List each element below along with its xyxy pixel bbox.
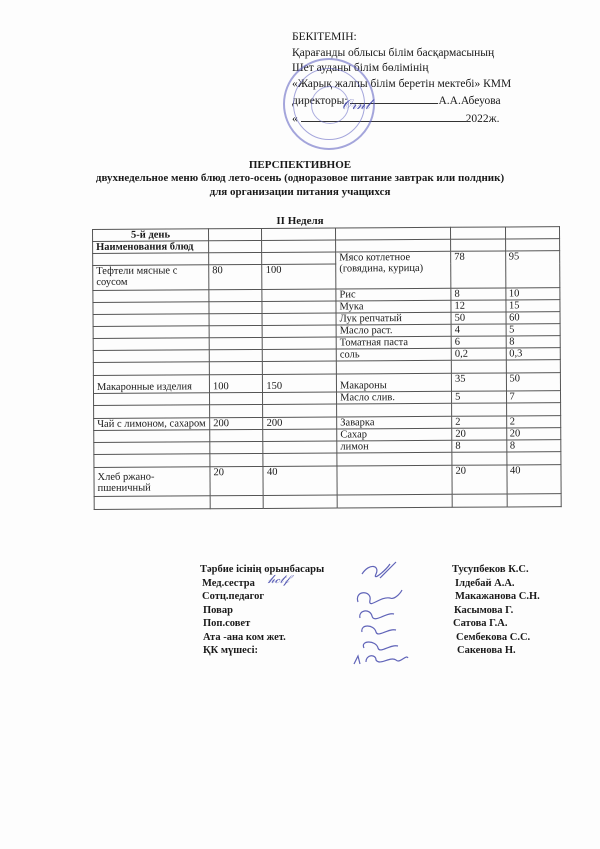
name-item: Сакенова Н. (457, 645, 516, 656)
gross-cell: 78 (451, 251, 506, 288)
name-item: Макажанова С.Н. (455, 591, 540, 602)
dish-cell: Тефтели мясные с соусом (93, 265, 209, 291)
doc-subtitle: двухнедельное меню блюд лето-осень (одноразовое питание завтрак или полдник) (95, 172, 505, 184)
name-item: Ілдебай А.А. (455, 577, 515, 589)
date-suffix: 2022ж. (465, 112, 500, 125)
approval-line-3: «Жарық жалпы білім беретін мектебі» КММ (292, 77, 512, 90)
day-header: 5-й день (93, 229, 209, 242)
director-name: А.А.Абеуова (438, 95, 501, 107)
table-row: Хлеб ржано-пшеничный 20 40 20 40 (94, 465, 561, 497)
table-row: Томатная паста 6 8 (93, 336, 560, 351)
ingredient-cell: Рис (336, 288, 451, 301)
name-item: Сатова Г.А. (453, 618, 508, 629)
table-row: Мука 12 15 (93, 300, 560, 315)
table-row (94, 494, 561, 510)
ingredient-cell: Масло слив. (337, 391, 452, 404)
table-row: Лук репчатый 50 60 (93, 312, 560, 327)
dish-cell: Макаронные изделия (93, 375, 209, 394)
table-row: Макаронные изделия 100 150 Макароны 35 50 (93, 373, 560, 394)
ingredient-cell: Мясо котлетное (говядина, курица) (336, 251, 451, 289)
portion-large-cell: 100 (262, 264, 336, 289)
portion-small-cell: 80 (209, 264, 263, 289)
ingredient-cell: Масло раст. (336, 324, 451, 337)
doc-title: ПЕРСПЕКТИВНОЕ (248, 159, 352, 171)
ingredient-cell: Заварка (337, 416, 452, 429)
approval-line-1: Қарағанды облысы білім басқармасының (292, 46, 495, 59)
week-label: II Неделя (276, 215, 324, 227)
approval-heading: БЕКІТЕМІН: (292, 31, 357, 43)
role-item: Сотц.педагог (202, 591, 265, 602)
role-item: Ата -ана ком жет. (203, 631, 286, 643)
table-row: Сахар 20 20 (94, 428, 561, 443)
approval-line-2: Шет ауданы білім бөлімінің (292, 62, 429, 74)
name-item: Сембекова С.С. (456, 631, 531, 643)
role-item: ҚК мүшесі: (203, 645, 258, 656)
role-item: Тәрбие ісінің орынбасары (200, 564, 325, 575)
signatory-roles (200, 563, 324, 658)
ingredient-cell (337, 465, 452, 495)
signatory-names (452, 563, 540, 658)
date-prefix: « (292, 112, 298, 125)
role-item: Повар (203, 604, 233, 616)
net-cell: 95 (505, 251, 560, 288)
table-row: Чай с лимоном, сахаром 200 200 Заварка 2 2 (94, 416, 561, 431)
ingredient-cell: Сахар (337, 428, 452, 441)
ingredient-cell: соль (336, 348, 451, 361)
name-item: Касымова Г. (454, 604, 514, 616)
director-label: директоры: (292, 95, 348, 107)
table-row: Масло слив. 5 7 (94, 391, 561, 406)
table-row: соль 0,2 0,3 (93, 348, 560, 363)
name-item: Тусупбеков К.С. (452, 564, 529, 575)
table-row: лимон 8 8 (94, 440, 561, 455)
menu-table (92, 226, 562, 510)
role-item: Мед.сестра (202, 577, 255, 589)
ingredient-cell: лимон (337, 440, 452, 453)
dish-cell: Хлеб ржано-пшеничный (94, 467, 210, 497)
role-item: Поп.совет (203, 618, 251, 629)
ingredient-cell: Томатная паста (336, 336, 451, 349)
signatures-icon (350, 560, 420, 670)
doc-subtitle-2: для организации питания учащихся (209, 186, 391, 198)
ingredient-cell: Мука (336, 300, 451, 313)
dish-cell: Чай с лимоном, сахаром (94, 418, 210, 431)
director-signature-icon: 𝒪𝓇𝓃𝓁 (342, 97, 370, 113)
dish-name-header: Наименования блюд (93, 241, 209, 254)
table-row: Масло раст. 4 5 (93, 324, 560, 339)
table-row: Рис 8 10 (93, 288, 560, 303)
ingredient-cell: Макароны (336, 373, 451, 392)
ingredient-cell: Лук репчатый (336, 312, 451, 325)
nurse-signature-icon: 𝒽𝒸𝓉𝒻 (268, 572, 290, 586)
